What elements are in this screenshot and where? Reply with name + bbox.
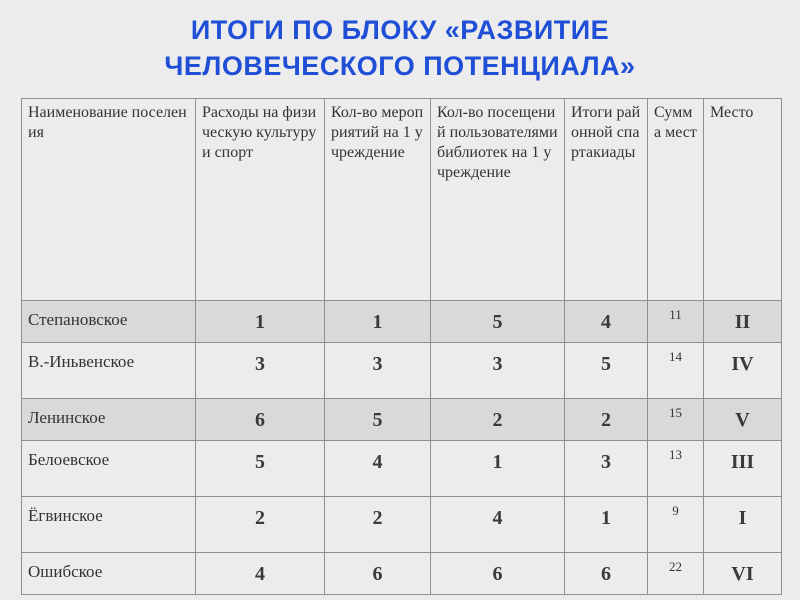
- header-settlement-name: Наименование поселения: [22, 99, 196, 301]
- sum-of-places: 15: [648, 399, 704, 441]
- spartakiad-rank: 3: [565, 441, 648, 497]
- sum-of-places: 11: [648, 301, 704, 343]
- events-rank: 2: [325, 497, 431, 553]
- events-rank: 3: [325, 343, 431, 399]
- sport-expenses-rank: 5: [196, 441, 325, 497]
- header-place: Место: [704, 99, 782, 301]
- final-place: VI: [704, 553, 782, 595]
- slide-title: [0, 12, 800, 84]
- settlement-name: Ошибское: [22, 553, 196, 595]
- sport-expenses-rank: 1: [196, 301, 325, 343]
- spartakiad-rank: 5: [565, 343, 648, 399]
- header-row: [22, 99, 782, 301]
- library-visits-rank: 6: [431, 553, 565, 595]
- spartakiad-rank: 4: [565, 301, 648, 343]
- sum-of-places: 22: [648, 553, 704, 595]
- sport-expenses-rank: 4: [196, 553, 325, 595]
- table-row: [22, 441, 782, 497]
- spartakiad-rank: 2: [565, 399, 648, 441]
- header-sport-expenses: Расходы на физическую культуру и спорт: [196, 99, 325, 301]
- title-line-1: ИТОГИ ПО БЛОКУ «РАЗВИТИЕ: [190, 15, 610, 45]
- sport-expenses-rank: 2: [196, 497, 325, 553]
- settlement-name: В.-Иньвенское: [22, 343, 196, 399]
- sum-of-places: 9: [648, 497, 704, 553]
- table-row: [22, 399, 782, 441]
- header-library-visits: Кол-во посещений пользователями библиотек на 1 учреждение: [431, 99, 565, 301]
- sport-expenses-rank: 6: [196, 399, 325, 441]
- spartakiad-rank: 1: [565, 497, 648, 553]
- library-visits-rank: 4: [431, 497, 565, 553]
- final-place: II: [704, 301, 782, 343]
- events-rank: 5: [325, 399, 431, 441]
- settlement-name: Ленинское: [22, 399, 196, 441]
- title-line-2: ЧЕЛОВЕЧЕСКОГО ПОТЕНЦИАЛА»: [164, 51, 636, 81]
- header-sum-of-places: Сумма мест: [648, 99, 704, 301]
- library-visits-rank: 3: [431, 343, 565, 399]
- library-visits-rank: 5: [431, 301, 565, 343]
- header-spartakiad-results: Итоги районной спартакиады: [565, 99, 648, 301]
- header-events-per-institution: Кол-во мероприятий на 1 учреждение: [325, 99, 431, 301]
- events-rank: 4: [325, 441, 431, 497]
- table-row: [22, 301, 782, 343]
- sum-of-places: 13: [648, 441, 704, 497]
- final-place: I: [704, 497, 782, 553]
- sport-expenses-rank: 3: [196, 343, 325, 399]
- table-row: [22, 497, 782, 553]
- results-table: [21, 98, 782, 595]
- settlement-name: Степановское: [22, 301, 196, 343]
- settlement-name: Белоевское: [22, 441, 196, 497]
- sum-of-places: 14: [648, 343, 704, 399]
- events-rank: 1: [325, 301, 431, 343]
- events-rank: 6: [325, 553, 431, 595]
- final-place: III: [704, 441, 782, 497]
- final-place: IV: [704, 343, 782, 399]
- library-visits-rank: 2: [431, 399, 565, 441]
- spartakiad-rank: 6: [565, 553, 648, 595]
- library-visits-rank: 1: [431, 441, 565, 497]
- settlement-name: Ёгвинское: [22, 497, 196, 553]
- table-row: [22, 553, 782, 595]
- table-row: [22, 343, 782, 399]
- final-place: V: [704, 399, 782, 441]
